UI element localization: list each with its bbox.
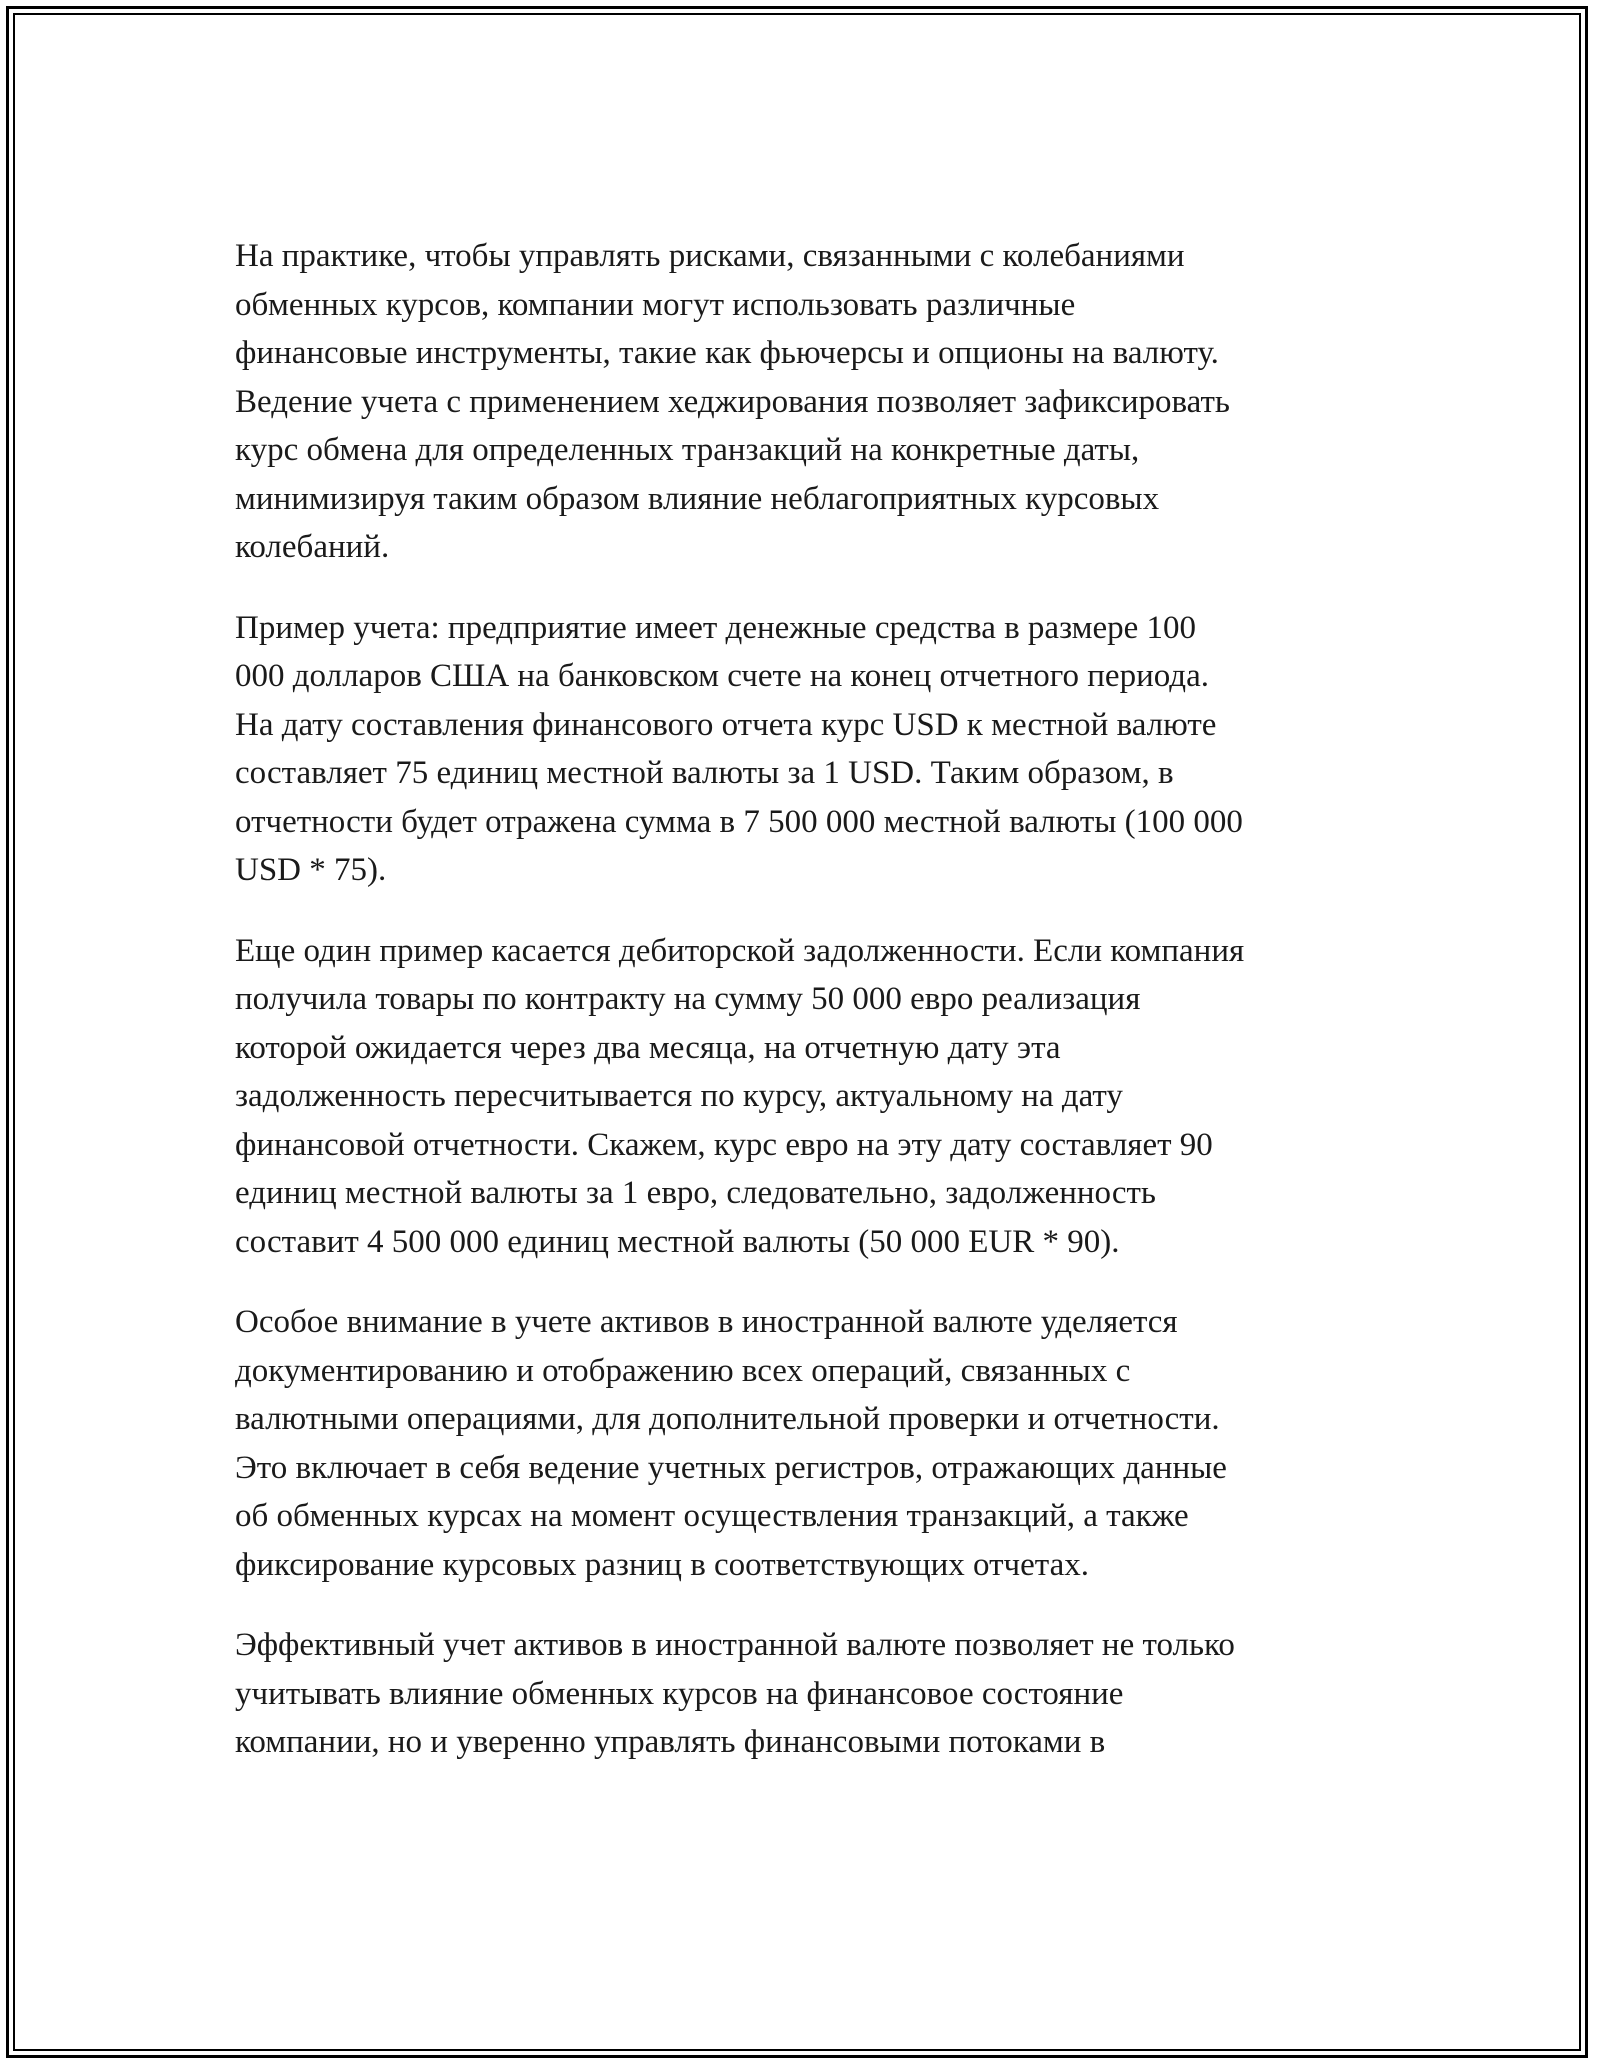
text-line: Ведение учета с применением хеджирования позволяет зафиксировать [235,383,1230,420]
text-line: USD * 75). [235,852,387,888]
text-line: валютными операциями, для дополнительной проверки и отчетности. [235,1401,1220,1437]
text-line: колебаний. [235,529,390,565]
text-line: курс обмена для определенных транзакций на конкретные даты, [235,432,1140,468]
text-line: компании, но и уверенно управлять финансовыми потоками в [235,1724,1106,1760]
paragraph-receivables-example [235,927,1385,1267]
text-line: финансовые инструменты, такие как фьючерсы и опционы на валюту. [235,335,1219,371]
text-line: финансовой отчетности. Скажем, курс евро на эту дату составляет 90 [235,1126,1213,1163]
text-line: 000 долларов США на банковском счете на конец отчетного периода. [235,658,1209,694]
text-line: задолженность пересчитывается по курсу, актуальному на дату [235,1078,1123,1114]
text-line: которой ожидается через два месяца, на отчетную дату эта [235,1029,1061,1066]
text-line: Эффективный учет активов в иностранной валюте позволяет не только [235,1627,1235,1663]
paragraph-cash-example [235,604,1385,895]
paragraph-documentation [235,1298,1385,1589]
text-line: составит 4 500 000 единиц местной валюты (50 000 EUR * 90). [235,1223,1120,1260]
text-line: составляет 75 единиц местной валюты за 1 USD. Таким образом, в [235,755,1174,791]
text-line: На практике, чтобы управлять рисками, связанными с колебаниями [235,238,1185,274]
text-line: фиксирование курсовых разниц в соответствующих отчетах. [235,1546,1089,1583]
text-line: отчетности будет отражена сумма в 7 500 000 местной валюты (100 000 [235,803,1243,840]
paragraph-conclusion [235,1621,1385,1767]
document-body [235,232,1385,1799]
text-line: обменных курсов, компании могут использовать различные [235,286,1076,323]
text-line: минимизируя таким образом влияние неблагоприятных курсовых [235,480,1160,517]
paragraph-hedging [235,232,1385,572]
text-line: получила товары по контракту на сумму 50 000 евро реализация [235,981,1141,1017]
text-line: документированию и отображению всех операций, связанных с [235,1352,1131,1389]
text-line: Это включает в себя ведение учетных регистров, отражающих данные [235,1449,1227,1486]
text-line: Еще один пример касается дебиторской задолженности. Если компания [235,932,1245,969]
text-line: На дату составления финансового отчета курс USD к местной валюте [235,706,1217,743]
text-line: учитывать влияние обменных курсов на финансовое состояние [235,1675,1124,1712]
text-line: Особое внимание в учете активов в иностранной валюте уделяется [235,1304,1178,1340]
text-line: Пример учета: предприятие имеет денежные средства в размере 100 [235,609,1197,646]
text-line: единиц местной валюты за 1 евро, следовательно, задолженность [235,1175,1156,1211]
text-line: об обменных курсах на момент осуществления транзакций, а также [235,1498,1189,1534]
